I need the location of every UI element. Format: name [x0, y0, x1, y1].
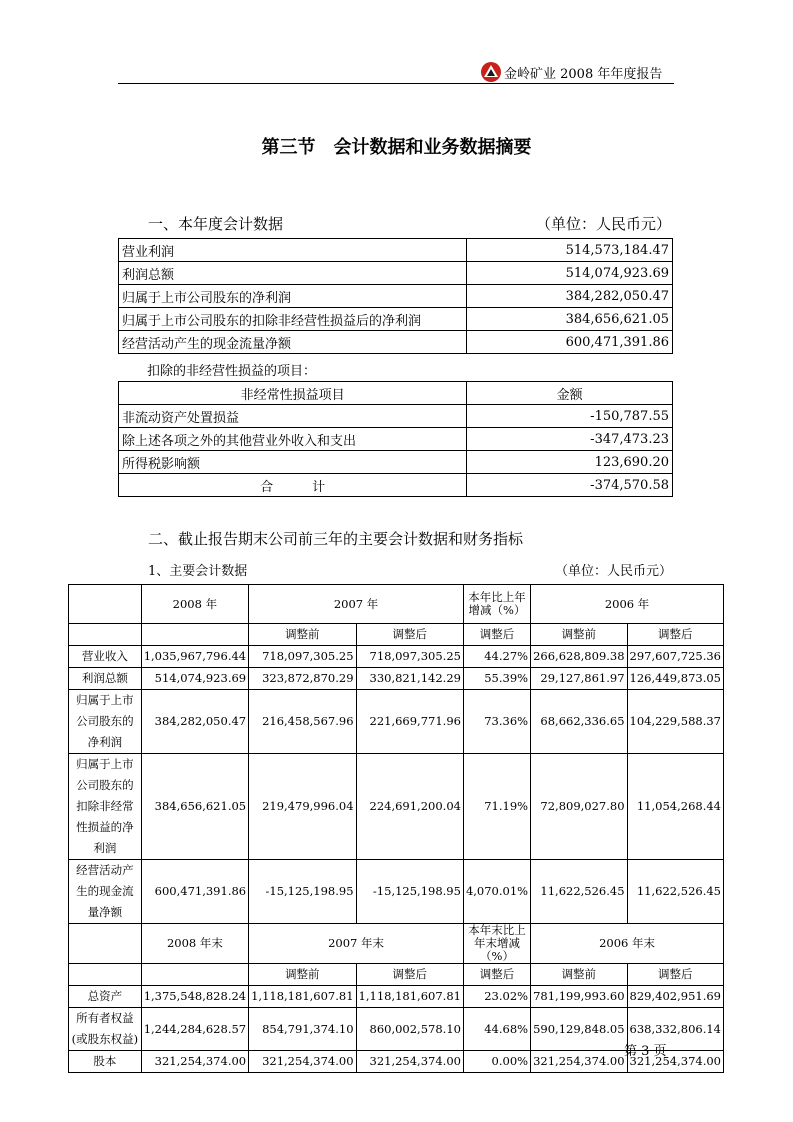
- subheader-blank: [141, 624, 248, 646]
- row-value: 860,002,578.10: [356, 1008, 463, 1051]
- row-label: 所有者权益(或股东权益): [69, 1008, 142, 1051]
- subheader-after: 调整后: [356, 964, 463, 986]
- row-value: 11,622,526.45: [627, 860, 723, 924]
- section1-heading: 一、本年度会计数据: [148, 215, 284, 233]
- subheader-after: 调整后: [463, 624, 530, 646]
- row-value: 321,254,374.00: [249, 1051, 356, 1073]
- row-value: 829,402,951.69: [627, 986, 723, 1008]
- row-value: 68,662,336.65: [531, 690, 627, 754]
- row-value: 781,199,993.60: [531, 986, 627, 1008]
- row-value: 73.36%: [463, 690, 530, 754]
- non-recurring-table: [118, 381, 673, 497]
- row-value: 1,244,284,628.57: [141, 1008, 248, 1051]
- row-label: 总资产: [69, 986, 142, 1008]
- row-value: 600,471,391.86: [467, 331, 673, 354]
- table-row: [119, 405, 673, 428]
- row-label: 利润总额: [119, 262, 467, 285]
- table-row: [69, 754, 724, 860]
- subheader-before: 调整前: [531, 624, 627, 646]
- row-label: 营业利润: [119, 239, 467, 262]
- row-label: 归属于上市公司股东的扣除非经常性损益的净利润: [69, 754, 142, 860]
- header-row: [69, 585, 724, 624]
- table-row: [69, 690, 724, 754]
- company-logo-icon: [480, 61, 502, 83]
- table-row: [119, 474, 673, 497]
- row-value: 384,282,050.47: [467, 285, 673, 308]
- row-value: 854,791,374.10: [249, 1008, 356, 1051]
- row-value: 71.19%: [463, 754, 530, 860]
- row-value: 104,229,588.37: [627, 690, 723, 754]
- row-value: 44.27%: [463, 646, 530, 668]
- row-value: 323,872,870.29: [249, 668, 356, 690]
- row-value: -15,125,198.95: [356, 860, 463, 924]
- row-value: 321,254,374.00: [531, 1051, 627, 1073]
- row-value: 23.02%: [463, 986, 530, 1008]
- subheader-blank: [69, 624, 142, 646]
- row-value: 123,690.20: [467, 451, 673, 474]
- section2-subheading: 1、主要会计数据: [148, 564, 248, 579]
- subheader-after: 调整后: [627, 624, 723, 646]
- section1-unit: （单位：人民币元）: [536, 215, 672, 233]
- row-label: 营业收入: [69, 646, 142, 668]
- header-blank: [69, 924, 142, 964]
- row-value: 384,656,621.05: [141, 754, 248, 860]
- row-value: -374,570.58: [467, 474, 673, 497]
- row-label: 利润总额: [69, 668, 142, 690]
- header-divider: [118, 83, 674, 84]
- row-label: 经营活动产生的现金流量净额: [69, 860, 142, 924]
- row-value: 1,035,967,796.44: [141, 646, 248, 668]
- row-value: 1,375,548,828.24: [141, 986, 248, 1008]
- row-value: 514,074,923.69: [467, 262, 673, 285]
- row-label: 除上述各项之外的其他营业外收入和支出: [119, 428, 467, 451]
- row-value: 11,622,526.45: [531, 860, 627, 924]
- row-label: 归属于上市公司股东的扣除非经营性损益后的净利润: [119, 308, 467, 331]
- section2-heading: 二、截止报告期末公司前三年的主要会计数据和财务指标: [148, 530, 524, 548]
- header-year-2008: 2008 年末: [141, 924, 248, 964]
- table-row: [69, 860, 724, 924]
- row-value: 590,129,848.05: [531, 1008, 627, 1051]
- col-header-item: 非经常性损益项目: [119, 382, 467, 405]
- row-value: 11,054,268.44: [627, 754, 723, 860]
- header-change: 本年末比上年末增减（%）: [463, 924, 530, 964]
- header-year-2008: 2008 年: [141, 585, 248, 624]
- row-value: 72,809,027.80: [531, 754, 627, 860]
- row-label: 归属于上市公司股东的净利润: [69, 690, 142, 754]
- header-row: [69, 924, 724, 964]
- row-value: -347,473.23: [467, 428, 673, 451]
- row-value: 1,118,181,607.81: [249, 986, 356, 1008]
- row-value: 600,471,391.86: [141, 860, 248, 924]
- row-value: 1,118,181,607.81: [356, 986, 463, 1008]
- row-value: -15,125,198.95: [249, 860, 356, 924]
- table-row: [119, 285, 673, 308]
- header-year-2007: 2007 年: [249, 585, 464, 624]
- row-value: 29,127,861.97: [531, 668, 627, 690]
- row-value: 321,254,374.00: [627, 1051, 723, 1073]
- row-label: 合 计: [119, 474, 467, 497]
- subheader-after: 调整后: [356, 624, 463, 646]
- col-header-amount: 金额: [467, 382, 673, 405]
- row-value: 514,074,923.69: [141, 668, 248, 690]
- subheader-row: [69, 964, 724, 986]
- row-value: 330,821,142.29: [356, 668, 463, 690]
- subheader-blank: [141, 964, 248, 986]
- row-value: 219,479,996.04: [249, 754, 356, 860]
- header-year-2006: 2006 年末: [531, 924, 724, 964]
- accounting-data-table: [118, 238, 673, 354]
- table-row: [119, 451, 673, 474]
- row-value: 221,669,771.96: [356, 690, 463, 754]
- main-financial-table: [68, 584, 724, 1073]
- row-value: 384,282,050.47: [141, 690, 248, 754]
- row-label: 所得税影响额: [119, 451, 467, 474]
- report-header: [480, 60, 670, 84]
- table-row: [119, 308, 673, 331]
- row-value: 0.00%: [463, 1051, 530, 1073]
- subheader-after: 调整后: [463, 964, 530, 986]
- page-title: 第三节 会计数据和业务数据摘要: [261, 137, 532, 158]
- row-label: 归属于上市公司股东的净利润: [119, 285, 467, 308]
- subheader-before: 调整前: [249, 964, 356, 986]
- page-number: 第 3 页: [624, 1044, 667, 1059]
- row-label: 股本: [69, 1051, 142, 1073]
- row-value: 266,628,809.38: [531, 646, 627, 668]
- row-value: 384,656,621.05: [467, 308, 673, 331]
- row-value: 4,070.01%: [463, 860, 530, 924]
- row-value: 297,607,725.36: [627, 646, 723, 668]
- subheader-before: 调整前: [249, 624, 356, 646]
- table-row: [119, 331, 673, 354]
- row-value: 718,097,305.25: [356, 646, 463, 668]
- row-value: 224,691,200.04: [356, 754, 463, 860]
- row-label: 非流动资产处置损益: [119, 405, 467, 428]
- table-row: [119, 262, 673, 285]
- row-value: 55.39%: [463, 668, 530, 690]
- row-value: 638,332,806.14: [627, 1008, 723, 1051]
- row-value: 126,449,873.05: [627, 668, 723, 690]
- table-row: [119, 239, 673, 262]
- subheader-row: [69, 624, 724, 646]
- subheader-after: 调整后: [627, 964, 723, 986]
- row-value: 718,097,305.25: [249, 646, 356, 668]
- row-value: 44.68%: [463, 1008, 530, 1051]
- header-blank: [69, 585, 142, 624]
- row-label: 经营活动产生的现金流量净额: [119, 331, 467, 354]
- row-value: 216,458,567.96: [249, 690, 356, 754]
- row-value: -150,787.55: [467, 405, 673, 428]
- section2-unit: （单位：人民币元）: [555, 564, 673, 579]
- table-row: [119, 428, 673, 451]
- row-value: 321,254,374.00: [356, 1051, 463, 1073]
- table-row: [69, 986, 724, 1008]
- row-value: 321,254,374.00: [141, 1051, 248, 1073]
- subheader-before: 调整前: [531, 964, 627, 986]
- header-year-2007: 2007 年末: [249, 924, 464, 964]
- header-title: 金岭矿业 2008 年年度报告: [504, 66, 663, 82]
- table-row: [69, 646, 724, 668]
- row-value: 514,573,184.47: [467, 239, 673, 262]
- header-year-2006: 2006 年: [531, 585, 724, 624]
- deduct-title: 扣除的非经营性损益的项目：: [147, 364, 317, 379]
- subheader-blank: [69, 964, 142, 986]
- header-change: 本年比上年增减（%）: [463, 585, 530, 624]
- table-row: [69, 668, 724, 690]
